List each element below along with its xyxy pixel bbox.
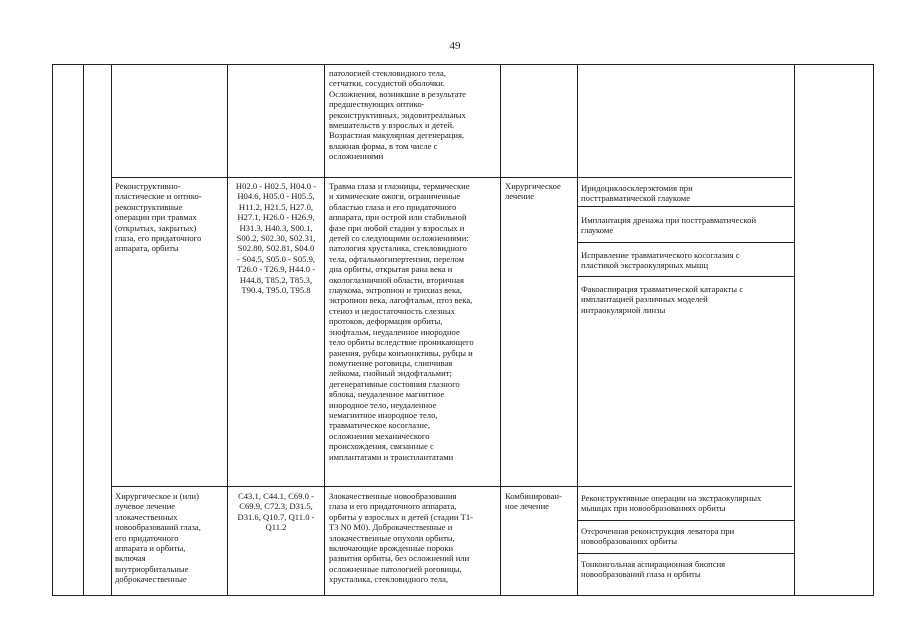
trauma-row-treatment: Хирургическое лечение	[505, 181, 561, 202]
method-divider	[577, 553, 794, 554]
column-divider	[500, 65, 501, 595]
tumor-row-codes: C43.1, C44.1, C69.0 - C69.9, C72.3, D31.5, D31.6, Q10.7, Q11.0 - Q11.2	[237, 491, 315, 533]
column-divider	[227, 65, 228, 595]
column-divider	[324, 65, 325, 595]
top-row-description: патологией стекловидного тела, сетчатки, сосудистой оболочки. Осложнения, возникшие в результате предшествующих оптико- реконструктивных, эндовитреальных вмешательств у взрослых и детей. Возрастная макулярная дегенерация, влажная форма, в том числе с осложнениями	[329, 68, 466, 162]
column-divider	[83, 65, 84, 595]
tumor-row-description: Злокачественные новообразования глаза и его придаточного аппарата, орбиты у взрослых и детей (стадии T1- T3 N0 M0). Доброкачественные и злокачественные опухоли орбиты, включающие врожденные пороки развития орбиты, без осложнений или осложненные патологией роговицы, хрусталика, стекловидного тела,	[329, 491, 474, 585]
tumor-row-name: Хирургическое и (или) лучевое лечение злокачественных новообразований глаза, его придаточного аппарата и орбиты, включая внутриорбитальные доброкачественные	[115, 491, 201, 585]
trauma-method-item: Исправление травматического косоглазия с пластикой экстраокулярных мышц	[581, 250, 740, 271]
method-divider	[577, 242, 794, 243]
row-divider	[111, 177, 792, 178]
column-divider	[794, 65, 795, 595]
trauma-row-name: Реконструктивно- пластические и оптико- реконструктивные операции при травмах (открытых, закрытых) глаза, его придаточного аппарата, орбиты	[115, 181, 202, 254]
trauma-row-codes: H02.0 - H02.5, H04.0 - H04.6, H05.0 - H05.5, H11.2, H21.5, H27.0, H27.1, H26.0 - H26.9, H31.3, H40.3, S00.1, S00.2, S02.30, S02.31, S02.80, S02.81, S04.0 - S04.5, S05.0 - S05.9, T26.0 - T26.9, H44.0 - H44.8, T85.2, T85.3, T90.4, T95.0, T95.8	[235, 181, 317, 296]
method-divider	[577, 520, 794, 521]
column-divider	[111, 65, 112, 595]
page-number: 49	[449, 40, 461, 52]
method-divider	[577, 206, 794, 207]
trauma-row-description: Травма глаза и глазницы, термические и химические ожоги, ограниченные областью глаза и его придаточного аппарата, при острой или стабильной фазе при любой стадии у взрослых и детей со следующими осложнениями: патология хрусталика, стекловидного тела, офтальмогипертензия, перелом дна орбиты, открытая рана века и окологлазничной области, вторичная глаукома, энтропион и трихиаз века, эктропион века, лагофтальм, птоз века, стеноз и недостаточность слезных протоков, деформация орбиты, энофтальм, неудаленное инородное тело орбиты вследствие проникающего ранения, рубцы конъюнктивы, рубцы и помутнение роговицы, слипчивая лейкома, гнойный эндофтальмит; дегенеративные состояния глазного яблока, неудаленное магнитное инородное тело, неудаленное немагнитное инородное тело, травматическое косоглазие, осложнения механического происхождения, связанные с имплантатами и трансплантатами	[329, 181, 474, 462]
tumor-method-item: Отсроченная реконструкция леватора при новообразованиях орбиты	[581, 526, 735, 547]
trauma-method-item: Факоаспирация травматической катаракты с имплантацией различных моделей интраокулярной линзы	[581, 284, 744, 315]
trauma-method-item: Иридоциклосклерэктомия при посттравматической глаукоме	[581, 183, 693, 204]
medical-care-table	[52, 64, 874, 596]
row-divider	[111, 486, 792, 487]
trauma-method-item: Имплантация дренажа при посттравматической глаукоме	[581, 215, 757, 236]
tumor-row-treatment: Комбинирован- ное лечение	[505, 491, 562, 512]
method-divider	[577, 276, 794, 277]
tumor-method-item: Реконструктивные операции на экстраокулярных мышцах при новообразованиях орбиты	[581, 493, 762, 514]
tumor-method-item: Тонкоигольная аспирационная биопсия новообразований глаза и орбиты	[581, 559, 726, 580]
column-divider	[577, 65, 578, 595]
